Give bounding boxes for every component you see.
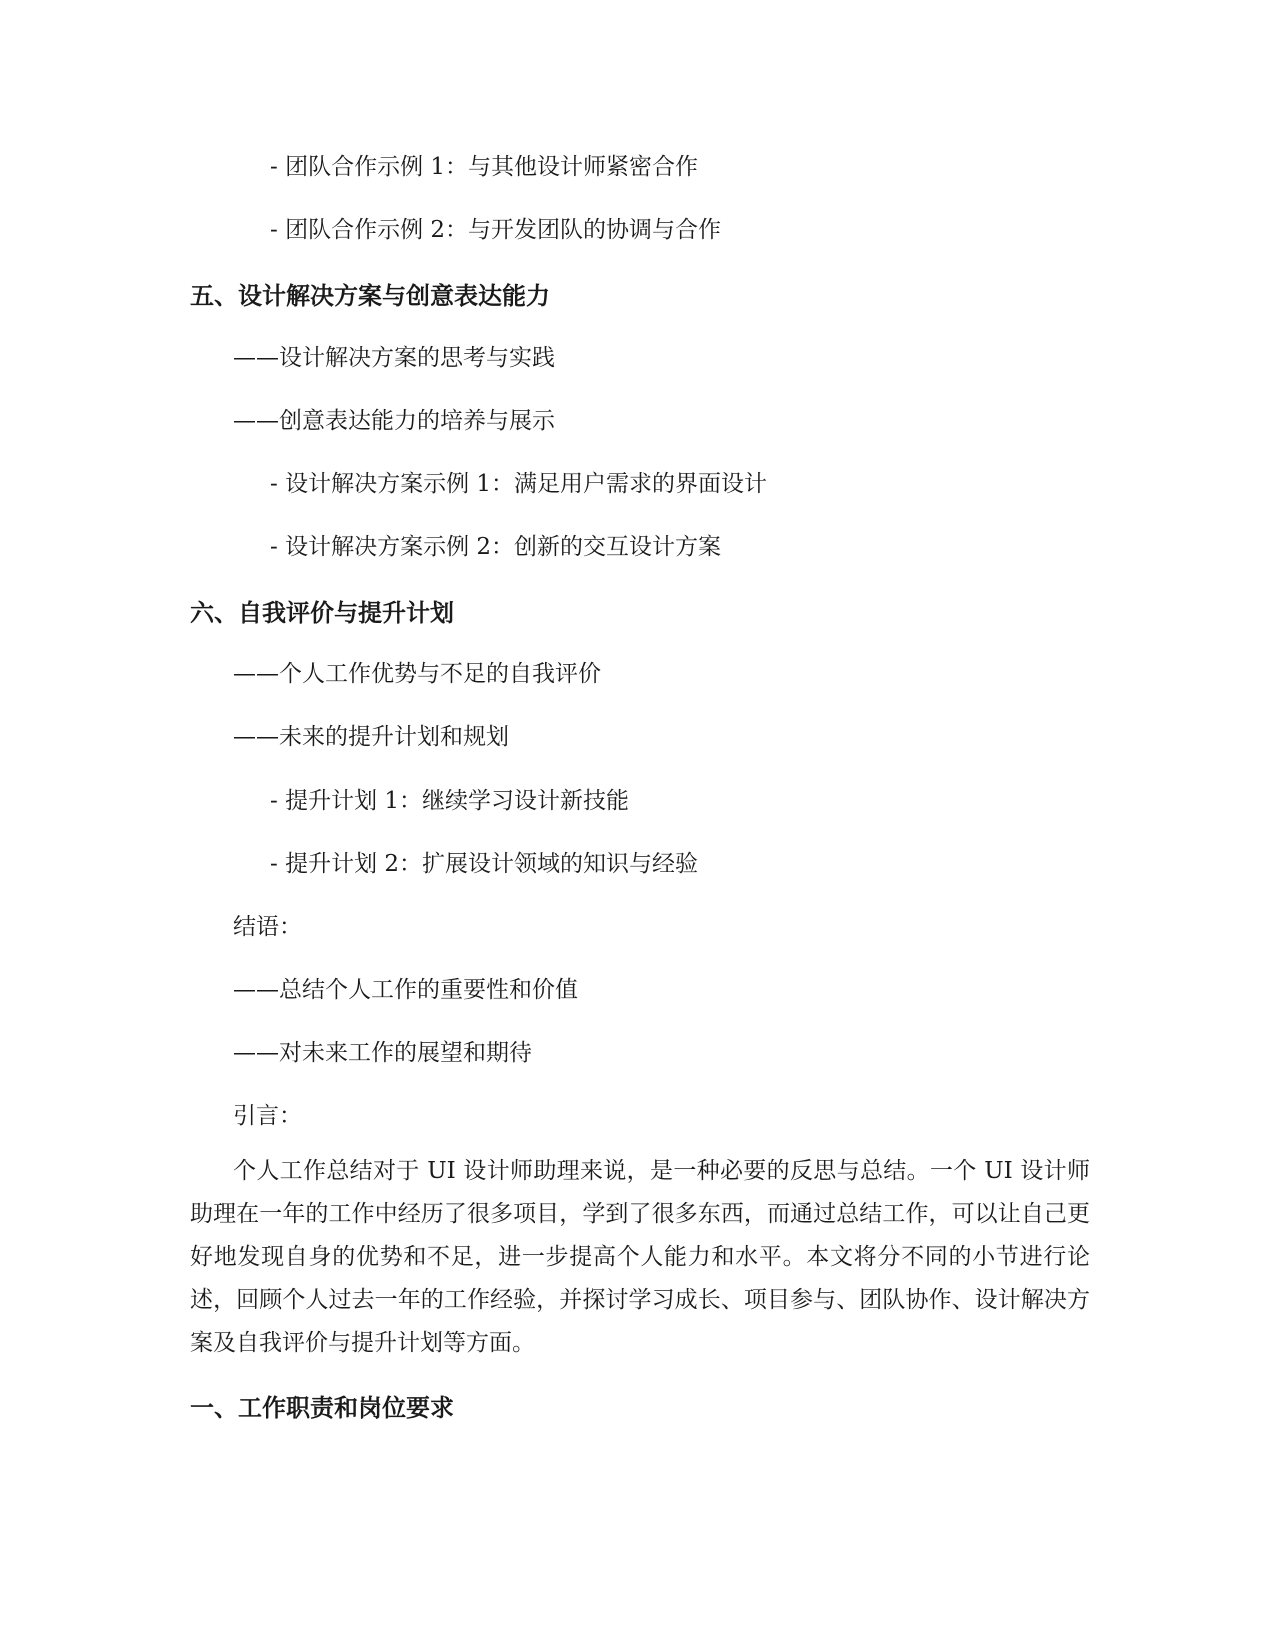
list-item: - 提升计划 2：扩展设计领域的知识与经验 bbox=[270, 851, 699, 877]
list-item: - 提升计划 1：继续学习设计新技能 bbox=[270, 788, 630, 814]
section-heading: 五、设计解决方案与创意表达能力 bbox=[190, 282, 550, 310]
section-heading: 六、自我评价与提升计划 bbox=[190, 599, 454, 627]
sub-item: ——总结个人工作的重要性和价值 bbox=[233, 977, 578, 1003]
sub-item: ——未来的提升计划和规划 bbox=[233, 724, 509, 750]
section-heading: 一、工作职责和岗位要求 bbox=[190, 1394, 454, 1422]
conclusion-label: 结语： bbox=[233, 914, 302, 940]
sub-item: ——个人工作优势与不足的自我评价 bbox=[233, 661, 601, 687]
list-item: - 团队合作示例 1：与其他设计师紧密合作 bbox=[270, 154, 699, 180]
list-item: - 团队合作示例 2：与开发团队的协调与合作 bbox=[270, 217, 722, 243]
sub-item: ——对未来工作的展望和期待 bbox=[233, 1040, 532, 1066]
intro-label: 引言： bbox=[233, 1103, 302, 1129]
sub-item: ——创意表达能力的培养与展示 bbox=[233, 408, 555, 434]
list-item: - 设计解决方案示例 2：创新的交互设计方案 bbox=[270, 534, 722, 560]
sub-item: ——设计解决方案的思考与实践 bbox=[233, 345, 555, 371]
intro-paragraph: 个人工作总结对于 UI 设计师助理来说，是一种必要的反思与总结。一个 UI 设计师助理在一年的工作中经历了很多项目，学到了很多东西，而通过总结工作，可以让自己更好地发现自身的优势和不足，进一步提高个人能力和水平。本文将分不同的小节进行论述，回顾个人过去一年的工作经验，并探讨学习成长、项目参与、团队协作、设计解决方案及自我评价与提升计划等方面。 bbox=[190, 1158, 1090, 1356]
list-item: - 设计解决方案示例 1：满足用户需求的界面设计 bbox=[270, 471, 768, 497]
